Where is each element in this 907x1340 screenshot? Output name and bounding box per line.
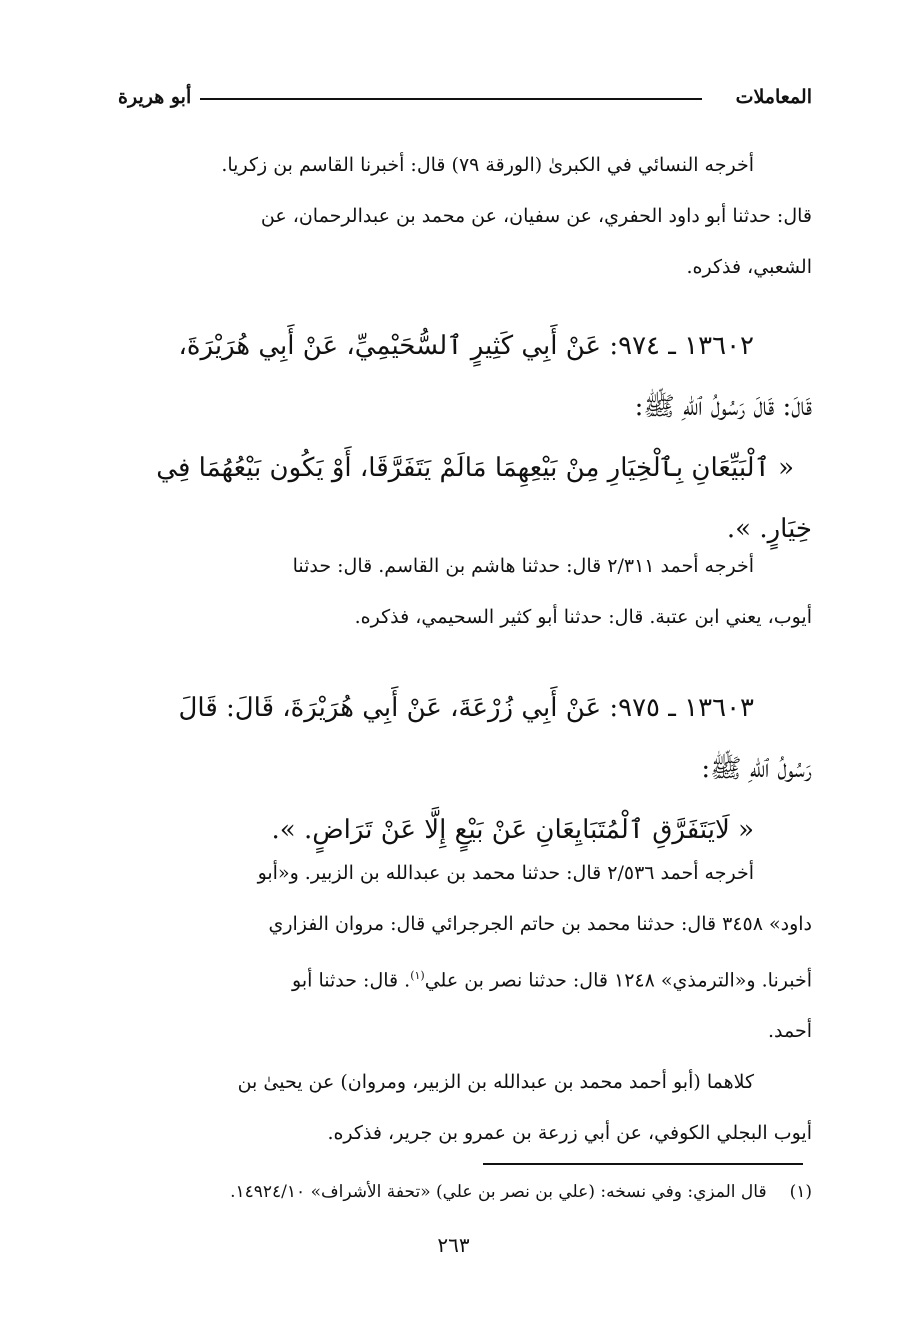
previous-takhrij — [112, 140, 812, 293]
text-line: كلاهما (أبو أحمد محمد بن عبدالله بن الزبير، ومروان) عن يحيىٰ بن — [237, 1071, 754, 1094]
footnote-number: (١) — [789, 1182, 812, 1202]
takhrij-text: أخبرنا. و«الترمذي» ١٢٤٨ قال: حدثنا نصر بن علي — [424, 969, 812, 992]
text-line: داود» ٣٤٥٨ قال: حدثنا محمد بن حاتم الجرجرائي قال: مروان الفزاري — [268, 913, 812, 935]
footnote — [112, 1182, 812, 1202]
page-number: ٢٦٣ — [437, 1233, 470, 1257]
running-header — [118, 86, 812, 116]
text-line: أخرجه أحمد ٢/٥٣٦ قال: حدثنا محمد بن عبدالله بن الزبير. و«أبو — [257, 862, 754, 884]
text-line: أحمد. — [767, 1020, 812, 1043]
hadith-isnad-line: ١٣٦٠٣ ـ ٩٧٥: عَنْ أَبِي زُرْعَةَ، عَنْ أَبِي هُرَيْرَةَ، قَالَ: قَالَ — [178, 693, 754, 723]
text-line: أيوب البجلي الكوفي، عن أبي زرعة بن عمرو بن جرير، فذكره. — [327, 1122, 812, 1145]
text-line — [112, 950, 812, 1006]
footnote-rule — [483, 1163, 803, 1165]
footnote-text: قال المزي: وفي نسخه: (علي بن نصر بن علي) «تحفة الأشراف» ١٤٩٢٤/١٠. — [230, 1182, 767, 1202]
footnote-reference[interactable]: (١) — [410, 969, 425, 982]
hadith-isnad-line: قَالَ: قَالَ رَسُولُ ٱللهِ ﷺ: — [634, 392, 812, 422]
hadith-13603 — [112, 678, 812, 861]
hadith-matn-line: « لَايَتَفَرَّقِ ٱلْمُتَبَايِعَانِ عَنْ بَيْعٍ إِلَّا عَنْ تَرَاضٍ. ». — [271, 815, 754, 845]
takhrij-13603 — [112, 848, 812, 1159]
hadith-matn-line: خِيَارٍ. ». — [726, 514, 812, 544]
text-line: أيوب، يعني ابن عتبة. قال: حدثنا أبو كثير السحيمي، فذكره. — [354, 606, 812, 628]
text-line: الشعبي، فذكره. — [686, 256, 812, 278]
takhrij-text: . قال: حدثنا أبو — [292, 969, 411, 992]
hadith-13602 — [112, 316, 812, 560]
narrator-title: أبو هريرة — [118, 86, 192, 108]
hadith-isnad-line: رَسُولُ ٱللهِ ﷺ: — [701, 754, 812, 784]
text-line: قال: حدثنا أبو داود الحفري، عن سفيان، عن محمد بن عبدالرحمان، عن — [260, 205, 812, 227]
hadith-matn-line: « ٱلْبَيِّعَانِ بِٱلْخِيَارِ مِنْ بَيْعِهِمَا مَالَمْ يَتَفَرَّقَا، أَوْ يَكُون بَيْعُهُمَا فِي — [156, 453, 794, 483]
hadith-isnad-line: ١٣٦٠٢ ـ ٩٧٤: عَنْ أَبِي كَثِيرٍ ٱلسُّحَيْمِيِّ، عَنْ أَبِي هُرَيْرَةَ، — [178, 331, 754, 361]
text-line: أخرجه أحمد ٢/٣١١ قال: حدثنا هاشم بن القاسم. قال: حدثنا — [292, 555, 754, 577]
header-rule — [200, 98, 702, 100]
takhrij-13602 — [112, 541, 812, 643]
section-title: المعاملات — [735, 86, 812, 108]
text-line: أخرجه النسائي في الكبرىٰ (الورقة ٧٩) قال: أخبرنا القاسم بن زكريا. — [221, 154, 754, 176]
